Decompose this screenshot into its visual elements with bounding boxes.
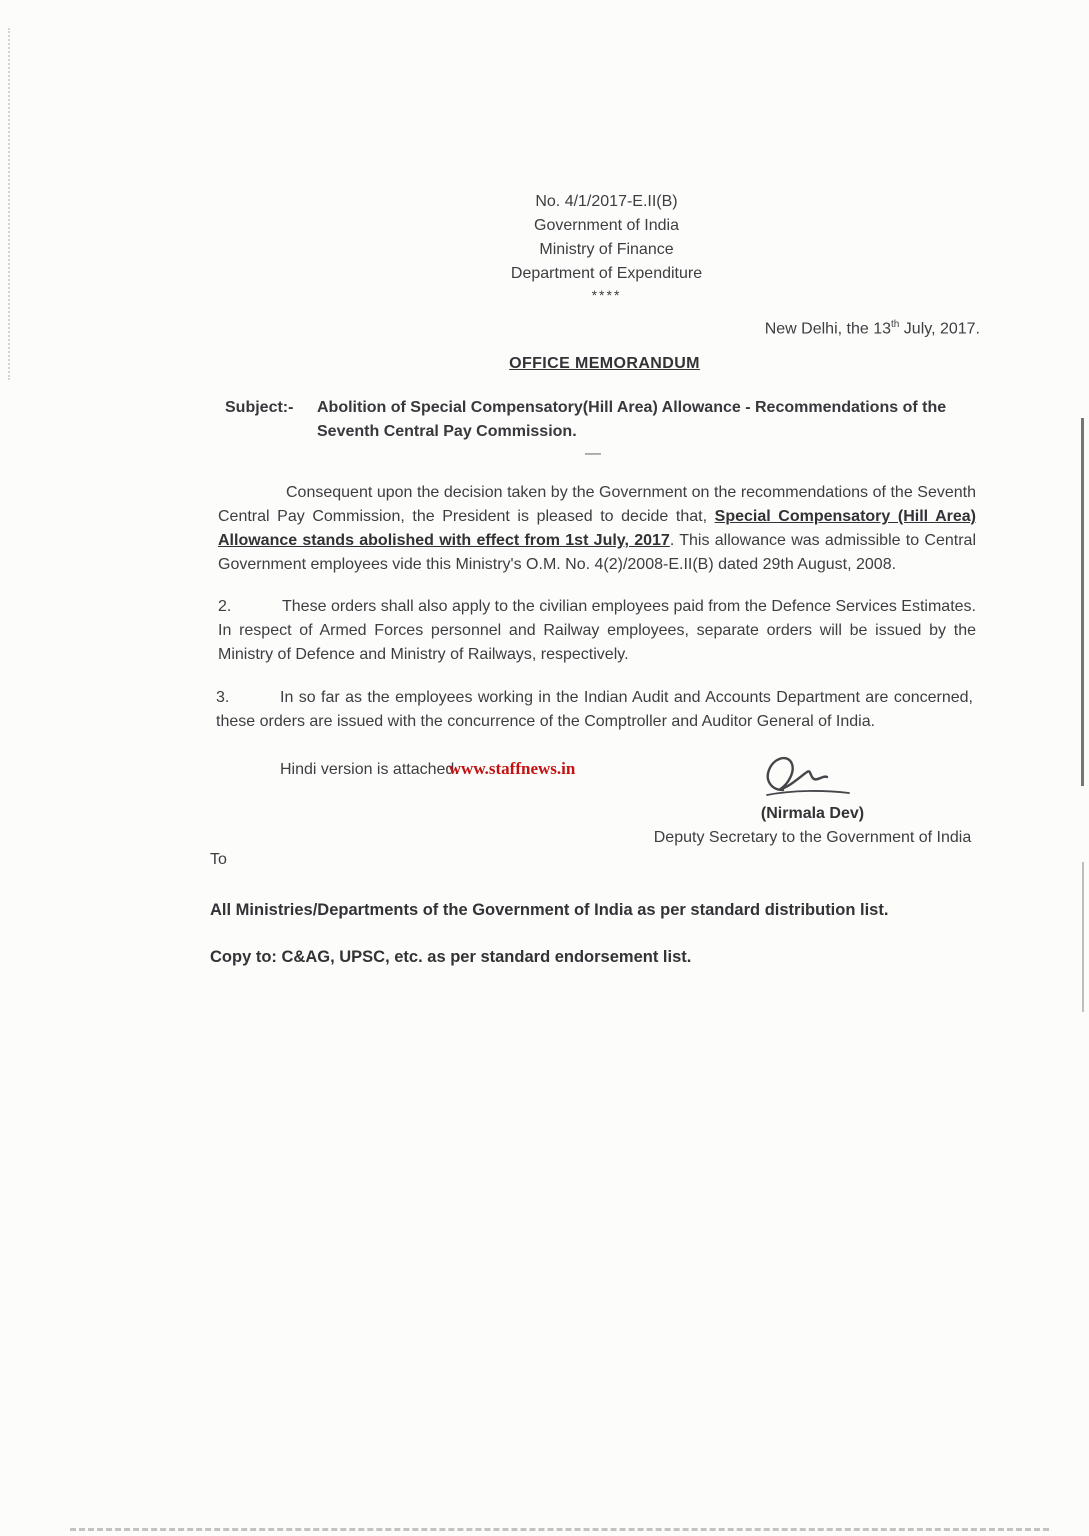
signatory-designation: Deputy Secretary to the Government of India [653,829,972,846]
org-ministry: Ministry of Finance [539,241,674,258]
letterhead-lines [511,190,702,304]
scan-artifact-bottom-edge [70,1528,1049,1531]
org-department: Department of Expenditure [510,265,703,282]
hindi-version-text: Hindi version is attached. [280,761,459,778]
signatory-name: (Nirmala Dev) [760,805,865,822]
paragraph-3-text: In so far as the employees working in the Indian Audit and Accounts Department are concerned, these orders are issued with the concurrence of the Comptroller and Auditor General of India. [216,689,973,730]
subject-divider: — [585,445,600,462]
paragraph-3-number: 3. [216,689,230,706]
paragraph-2-number: 2. [218,598,232,615]
signature-scribble-icon [753,746,873,802]
dateline-post: July, 2017. [899,320,980,338]
dateline [765,313,980,341]
copy-to-line: Copy to: C&AG, UPSC, etc. as per standard endorsement list. [210,948,692,966]
paragraph-1-emphasis: Special Compensatory (Hill Area) Allowance stands abolished with effect from 1st July, 2017 [218,508,977,549]
paragraph-2 [218,595,976,667]
distribution-line: All Ministries/Departments of the Government of India as per standard distribution list. [210,901,889,919]
hindi-version-row [280,757,575,782]
subject-label: Subject:- [225,399,294,416]
to-label: To [210,851,227,868]
staffnews-watermark: www.staffnews.in [448,759,576,778]
reference-number: No. 4/1/2017-E.II(B) [535,193,678,210]
scan-artifact-left-edge [8,28,10,380]
paragraph-1 [218,481,976,577]
org-government: Government of India [534,217,679,234]
memo-title-row [0,352,1089,376]
letterhead [0,190,1089,308]
paragraph-1-tail: . This allowance was admissible to Central Government employees vide this Ministry's O.M. No. 4(2)/2008-E.II(B) dated 29th August, 2008. [218,532,976,573]
dateline-ordinal: th [891,319,900,330]
memo-title: OFFICE MEMORANDUM [509,355,700,372]
paragraph-2-text: These orders shall also apply to the civilian employees paid from the Defence Services Estimates. In respect of Armed Forces personnel and Railway employees, separate orders will be issued by the Ministry of Defence and Ministry of Railways, respectively. [218,598,976,663]
paragraph-3 [216,686,973,734]
scan-artifact-right-edge-upper [1081,418,1084,786]
scan-artifact-right-edge-lower [1082,862,1084,1012]
star-separator: **** [591,287,622,303]
subject-row [225,396,965,444]
signature-block [640,746,985,850]
dateline-pre: New Delhi, the 13 [764,320,892,338]
paragraph-1-lead: Consequent upon the decision taken by the Government on the recommendations of the Seventh Central Pay Commission, the President is pleased to decide that, [218,484,976,525]
subject-text: Abolition of Special Compensatory(Hill Area) Allowance - Recommendations of the Seventh Central Pay Commission. [317,399,947,440]
